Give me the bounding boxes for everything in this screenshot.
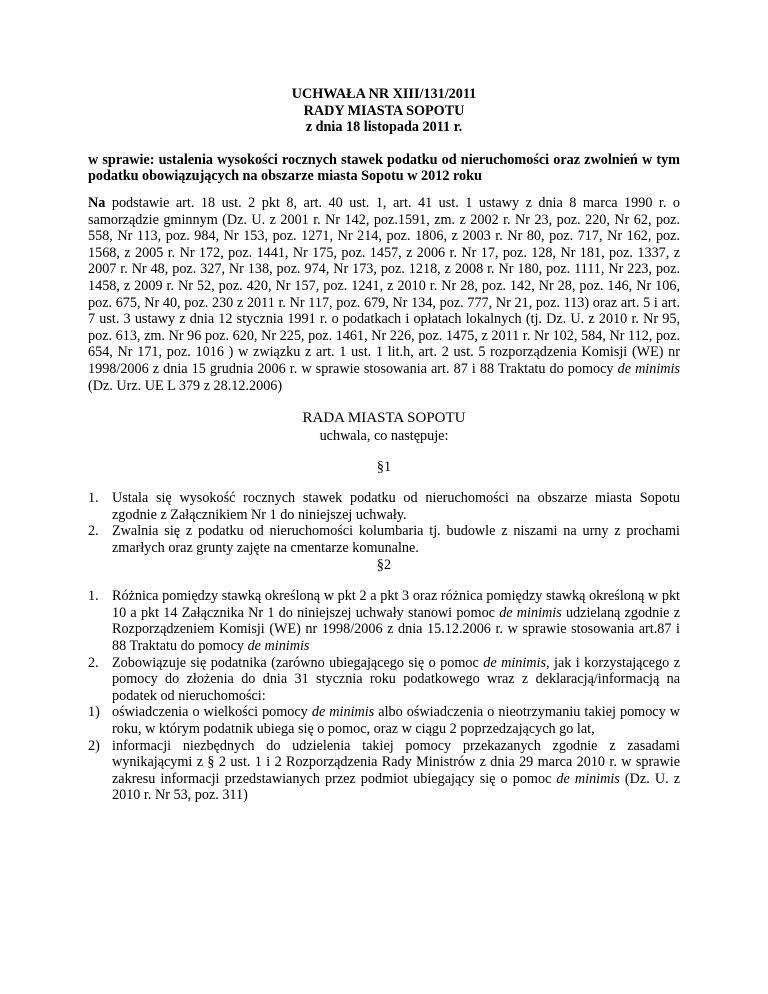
section-2-item-2: [88, 655, 680, 705]
council-block: [88, 409, 680, 445]
legal-basis-text: podstawie art. 18 ust. 2 pkt 8, art. 40 ust. 1, art. 41 ust. 1 ustawy z dnia 8 marca 1990 r. o samorządzie gminnym (Dz. U. z 2001 r. Nr 142, poz.1591, zm. z 2002 r. Nr 23, poz. 220, Nr 62, poz. 558, Nr 113, poz. 984, Nr 153, poz. 1271, Nr 214, poz. 1806, z 2003 r. Nr 80, poz. 717, Nr 162, poz. 1568, z 2005 r. Nr 172, poz. 1441, Nr 175, poz. 1457, z 2006 r. Nr 17, poz. 128, Nr 181, poz. 1337, z 2007 r. Nr 48, poz. 327, Nr 138, poz. 974, Nr 173, poz. 1218, z 2008 r. Nr 180, poz. 1111, Nr 223, poz. 1458, z 2009 r. Nr 52, poz. 420, Nr 157, poz. 1241, z 2010 r. Nr 28, poz. 142, Nr 28, poz. 146, Nr 106, poz. 675, Nr 40, poz. 230 z 2011 r. Nr 117, poz. 679, Nr 134, poz. 777, Nr 21, poz. 113) oraz art. 5 i art. 7 ust. 3 ustawy z dnia 12 stycznia 1991 r. o podatkach i opłatach lokalnych (tj. Dz. U. z 2010 r. Nr 95, poz. 613, zm. Nr 96 poz. 620, Nr 225, poz. 1461, Nr 226, poz. 1475, z 2011 r. Nr 102, 584, Nr 112, poz. 654, Nr 171, poz. 1016 ) w związku z art. 1 ust. 1 lit.h, art. 2 ust. 5 rozporządzenia Komisji (WE) nr 1998/2006 z dnia 15 grudnia 2006 r. w sprawie stosowania art. 87 i 88 Traktatu do pomocy: [88, 194, 680, 377]
item-italic: de minimis: [556, 770, 620, 787]
section-1-list: [88, 490, 680, 556]
item-text: (Dz. U. z 2010 r. Nr 53, poz. 311): [112, 770, 681, 804]
section-2-subitem-1: [88, 704, 680, 737]
section-2-subitem-2: [88, 738, 680, 804]
item-text: , jak i korzystającego z pomocy do złożenia do dnia 31 stycznia roku podatkowego wraz z deklaracją/informacją na podatek od nieruchomości:: [112, 654, 681, 704]
section-2-sign: §2: [376, 556, 392, 573]
document-page: [88, 86, 680, 804]
item-text: Różnica pomiędzy stawką określoną w pkt 2 a pkt 3 oraz różnica pomiędzy stawką określoną w pkt 10 a pkt 14 Załącznika Nr 1 do niniejszej uchwały stanowi pomoc: [112, 588, 680, 621]
item-number: 1.: [88, 588, 99, 605]
item-italic: de minimis: [247, 638, 310, 655]
resolution-date: z dnia 18 listopada 2011 r.: [305, 119, 463, 136]
item-number: 2.: [88, 654, 99, 671]
section-1-item-2: [88, 523, 680, 556]
item-number: 2.: [88, 523, 99, 540]
section-1-item-1: [88, 490, 680, 523]
resolution-header: [88, 86, 680, 136]
item-number: 1): [88, 704, 100, 721]
legal-basis-italic: de minimis: [617, 360, 680, 377]
section-2-list: [88, 588, 680, 804]
legal-basis-tail: (Dz. Urz. UE L 379 z 28.12.2006): [88, 377, 283, 394]
item-number: 1.: [88, 490, 99, 507]
legal-basis-lead: Na: [88, 194, 106, 211]
council-resolves: uchwala, co następuje:: [319, 428, 449, 445]
council-name: RADA MIASTA SOPOTU: [302, 410, 466, 427]
council-name-heading: RADY MIASTA SOPOTU: [303, 102, 465, 119]
section-1-sign: §1: [376, 458, 392, 475]
resolution-subject: w sprawie: ustalenia wysokości rocznych stawek podatku od nieruchomości oraz zwolnień w tym podatku obowiązujących na obszarze miasta Sopotu w 2012 roku: [88, 151, 680, 185]
item-text: albo oświadczenia o nieotrzymaniu takiej pomocy w roku, w którym podatnik ubiega się o pomoc, oraz w ciągu 2 poprzedzających go lat,: [112, 704, 681, 737]
item-text: Zwalnia się z podatku od nieruchomości kolumbaria tj. budowle z niszami na urny z prochami zmarłych oraz grunty zajęte na cmentarze komunalne.: [112, 523, 680, 557]
item-text: Zobowiązuje się podatnika (zarówno ubiegającego się o pomoc: [112, 654, 484, 671]
item-text: udzielaną zgodnie z Rozporządzeniem Komisji (WE) nr 1998/2006 z dnia 15.12.2006 r. w sprawie stosowania art.87 i 88 Traktatu do pomocy: [112, 604, 680, 655]
item-italic: de minimis: [499, 604, 562, 621]
item-italic: de minimis: [483, 654, 547, 671]
section-2-item-1: [88, 588, 680, 654]
item-text: informacji niezbędnych do udzielenia takiej pomocy przekazanych zgodnie z zasadami wynikającymi z § 2 ust. 1 i 2 Rozporządzenia Rady Ministrów z dnia 29 marca 2010 r. w sprawie zakresu informacji przedstawianych przez podmiot ubiegający się o pomoc: [112, 737, 680, 787]
resolution-number: UCHWAŁA NR XIII/131/2011: [291, 86, 477, 102]
item-number: 2): [88, 737, 100, 754]
legal-basis: [88, 195, 680, 394]
item-italic: de minimis: [311, 704, 375, 721]
item-text: Ustala się wysokość rocznych stawek podatku od nieruchomości na obszarze miasta Sopotu zgodnie z Załącznikiem Nr 1 do niniejszej uchwały.: [112, 490, 680, 523]
item-text: oświadczenia o wielkości pomocy: [112, 704, 312, 721]
